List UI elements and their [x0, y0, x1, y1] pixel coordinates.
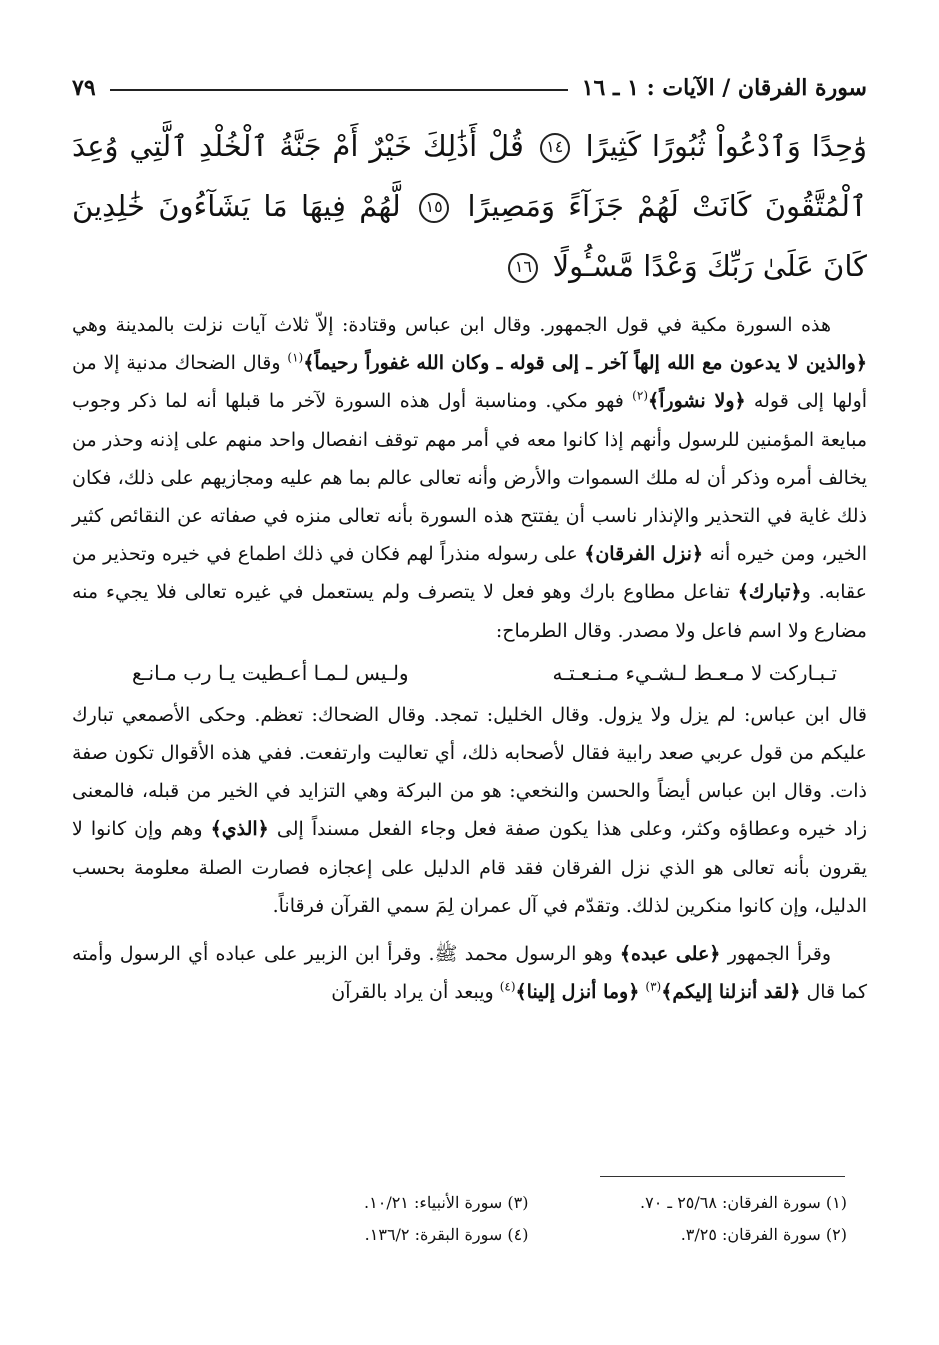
- footnote: [250, 1190, 529, 1216]
- body-text: هذه السورة مكية في قول الجمهور. وقال ابن عباس وقتادة: إلاّ ثلاث آيات نزلت بالمدينة وهي: [72, 314, 831, 336]
- body-text: فهو مكي. ومناسبة أول هذه السورة لآخر ما قبلها أنه لما ذكر وجوب مبايعة المؤمنين للرسول وأنهم إذا كانوا معه في أمر مهم توقف انفصال واحد منهم على إذنه وحذر من يخالف أمره وذكر أن له ملك السموات والأرض وأنه تعالى عالم بما هم عليه ومجازيهم على ذلك، فكان ذلك غاية في التحذير والإنذار ناسب أن يفتتح هذه السورة بأنه تعالى منزه في صفاته عن النقائص كثير الخير، ومن خيره أنه: [72, 390, 867, 566]
- footnote-text: سورة الفرقان: ٢٥/٦٨ ـ ٧٠.: [640, 1193, 821, 1212]
- paragraph: [72, 696, 867, 925]
- body-text: وهم وإن كانوا لا يقرون بأنه تعالى هو الذي نزل الفرقان فقد قام الدليل على إعجازه فصارت الصلة معلومة بحسب الدليل، وإن كانوا منكرين لذلك. وتقدّم في آل عمران لِمَ سمي القرآن فرقاناً.: [72, 818, 867, 917]
- paragraph: [72, 935, 867, 1011]
- poetry-verse: [72, 650, 867, 696]
- body-text: على رسوله منذراً لهم فكان في ذلك اطماع في خيره وتحذير من عقابه. و: [72, 543, 867, 604]
- footnote: [250, 1222, 529, 1248]
- verse-text: لَّهُمْ فِيهَا مَا يَشَآءُونَ خَٰلِدِينَ كَانَ عَلَىٰ رَبِّكَ وَعْدًا مَّسْـُٔولًا: [72, 189, 867, 283]
- body-text: وهو الرسول محمد ﷺ. وقرأ ابن الزبير على عباده أي الرسول وأمته كما قال: [72, 943, 867, 1004]
- verse-text: وَٰحِدًا وَٱدْعُواْ ثُبُورًا كَثِيرًا: [585, 129, 867, 163]
- quran-verses: [72, 116, 867, 296]
- poem-hemistich-left: ولـيس لـمـا أعـطيت يـا رب مـانـع: [132, 660, 409, 685]
- footnote-ref[interactable]: (١): [287, 350, 304, 365]
- footnote-text: سورة الفرقان: ٣/٢٥.: [680, 1225, 821, 1244]
- ayah-marker: ١٦: [508, 253, 538, 283]
- chapter-heading: سورة الفرقان / الآيات : ١ ـ ١٦: [581, 75, 867, 101]
- quran-quote: ﴿الذي﴾: [210, 818, 269, 841]
- body-text: قال ابن عباس: لم يزل ولا يزول. وقال الخليل: تمجد. وقال الضحاك: تعظم. وحكى الأصمعي تبارك عليكم من قول عربي صعد رابية فقال لأصحابه ذلك، أي تعاليت وارتفعت. ففي هذه الأقوال تكون صفة ذات. وقال ابن عباس أيضاً والحسن والنخعي: هو من البركة وهي التزايد في الخير من قبله، فالمعنى زاد خيره وعطاؤه وكثر، وعلى هذا يكون صفة فعل وجاء الفعل مسنداً إلى: [72, 703, 868, 841]
- footnote-number: (٣): [507, 1193, 529, 1212]
- footnote: [569, 1222, 848, 1248]
- footnote-number: (٤): [507, 1225, 529, 1244]
- footnotes: [250, 1190, 847, 1248]
- page-number: ٧٩: [72, 75, 96, 101]
- quran-quote: ﴿ولا نشوراً﴾: [648, 390, 746, 413]
- quran-quote: ﴿تبارك﴾: [737, 581, 802, 604]
- footnote-text: سورة البقرة: ١٣٦/٢.: [364, 1225, 503, 1244]
- paragraph: [72, 306, 867, 650]
- body-text: ويبعد أن يراد بالقرآن: [331, 981, 494, 1004]
- body-text: وقرأ الجمهور: [727, 943, 832, 966]
- footnote-text: سورة الأنبياء: ١٠/٢١.: [364, 1193, 503, 1212]
- running-header: [72, 70, 867, 106]
- quran-quote: ﴿والذين لا يدعون مع الله إلهاً آخر ـ إلى قوله ـ وكان الله غفوراً رحيماً﴾: [303, 352, 867, 375]
- body-text: وقال الضحاك مدنية إلا من أولها إلى قوله: [72, 352, 868, 413]
- quran-quote: ﴿على عبده﴾: [619, 943, 721, 966]
- footnote-number: (١): [825, 1193, 847, 1212]
- quran-quote: ﴿وما أنزل إلينا﴾: [515, 981, 640, 1004]
- footnote-separator: [600, 1176, 845, 1177]
- ayah-marker: ١٥: [419, 193, 449, 223]
- commentary-body: [72, 306, 867, 1011]
- body-text: تفاعل مطاوع بارك وهو فعل لا يتصرف ولم يستعمل في غيره تعالى فلا يجيء منه مضارع ولا اسم فاعل ولا مصدر. وقال الطرماح:: [72, 581, 867, 642]
- verse-text: قُلْ أَذَٰلِكَ خَيْرٌ أَمْ جَنَّةُ ٱلْخُلْدِ ٱلَّتِي وُعِدَ ٱلْمُتَّقُونَ كَانَتْ لَهُمْ جَزَآءً وَمَصِيرًا: [72, 129, 867, 223]
- header-rule: [110, 89, 568, 91]
- ayah-marker: ١٤: [540, 133, 570, 163]
- footnote-ref[interactable]: (٣): [645, 979, 662, 994]
- quran-quote: ﴿نزل الفرقان﴾: [584, 543, 704, 566]
- footnote-ref[interactable]: (٢): [632, 389, 648, 404]
- footnote-number: (٢): [825, 1225, 847, 1244]
- quran-quote: ﴿لقد أنزلنا إليكم﴾: [661, 981, 801, 1004]
- poem-hemistich-right: تـبـاركت لا مـعـط لـشـيء مـنـعـتـه: [552, 660, 837, 685]
- footnote-ref[interactable]: (٤): [499, 979, 516, 994]
- footnote: [569, 1190, 848, 1216]
